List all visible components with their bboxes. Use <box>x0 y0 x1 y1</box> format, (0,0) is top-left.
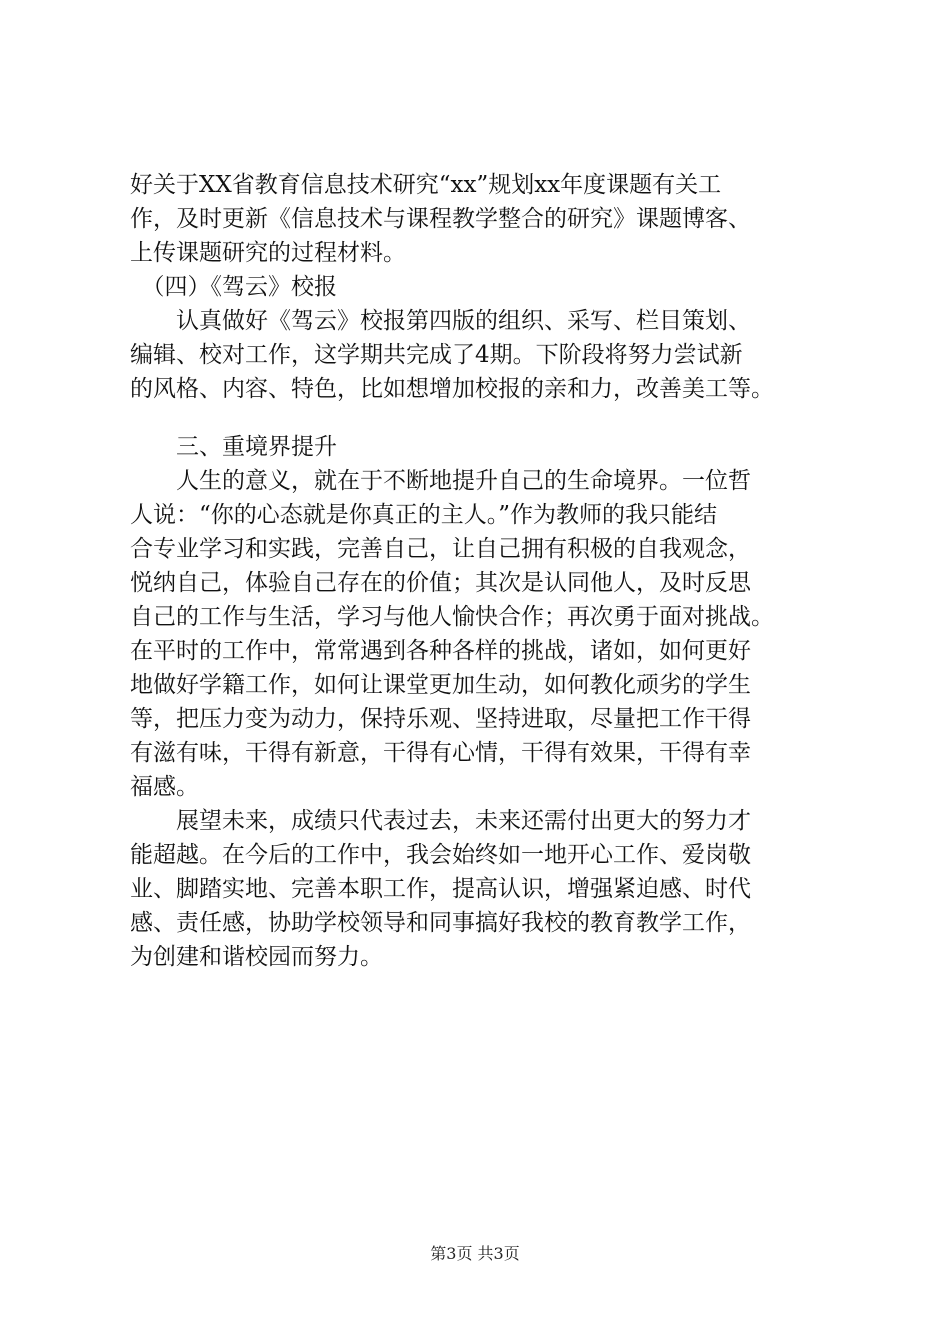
text-line: 上传课题研究的过程材料。 <box>130 240 406 266</box>
text-block-section-3 <box>130 430 835 974</box>
text-line: 能超越。在今后的工作中，我会始终如一地开心工作、爱岗敬 <box>130 842 751 868</box>
text-line: 在平时的工作中，常常遇到各种各样的挑战，诸如，如何更好 <box>130 638 751 664</box>
text-line: 作，及时更新《信息技术与课程教学整合的研究》课题博客、 <box>130 206 751 232</box>
text-block-section-2-end <box>130 168 835 406</box>
text-line: 人生的意义，就在于不断地提升自己的生命境界。一位哲 <box>130 468 751 494</box>
text-line: 为创建和谐校园而努力。 <box>130 944 383 970</box>
text-line: 悦纳自己，体验自己存在的价值；其次是认同他人，及时反思 <box>130 570 751 596</box>
text-line: 人说：“你的心态就是你真正的主人。”作为教师的我只能结 <box>130 502 718 528</box>
text-line: 的风格、内容、特色，比如想增加校报的亲和力，改善美工等。 <box>130 376 774 402</box>
text-line: 好关于XX省教育信息技术研究“xx”规划xx年度课题有关工 <box>130 172 722 198</box>
text-line: 感、责任感，协助学校领导和同事搞好我校的教育教学工作， <box>130 910 751 936</box>
text-line: 三、重境界提升 <box>130 434 337 460</box>
text-line: 等，把压力变为动力，保持乐观、坚持进取，尽量把工作干得 <box>130 706 751 732</box>
document-body <box>130 168 835 974</box>
text-line: 业、脚踏实地、完善本职工作，提高认识，增强紧迫感、时代 <box>130 876 751 902</box>
text-line: 有滋有味，干得有新意，干得有心情，干得有效果，干得有幸 <box>130 740 751 766</box>
text-line: 展望未来，成绩只代表过去，未来还需付出更大的努力才 <box>130 808 751 834</box>
text-line: （四）《驾云》校报 <box>130 274 337 300</box>
text-line: 编辑、校对工作，这学期共完成了4期。下阶段将努力尝试新 <box>130 342 743 368</box>
page-footer: 第3页 共3页 <box>430 1244 520 1263</box>
text-line: 合专业学习和实践，完善自己，让自己拥有积极的自我观念， <box>130 536 751 562</box>
text-line: 自己的工作与生活，学习与他人愉快合作；再次勇于面对挑战。 <box>130 604 774 630</box>
text-line: 福感。 <box>130 774 199 800</box>
text-line: 认真做好《驾云》校报第四版的组织、采写、栏目策划、 <box>130 308 751 334</box>
text-line: 地做好学籍工作，如何让课堂更加生动，如何教化顽劣的学生 <box>130 672 751 698</box>
paragraph-gap <box>130 406 835 430</box>
